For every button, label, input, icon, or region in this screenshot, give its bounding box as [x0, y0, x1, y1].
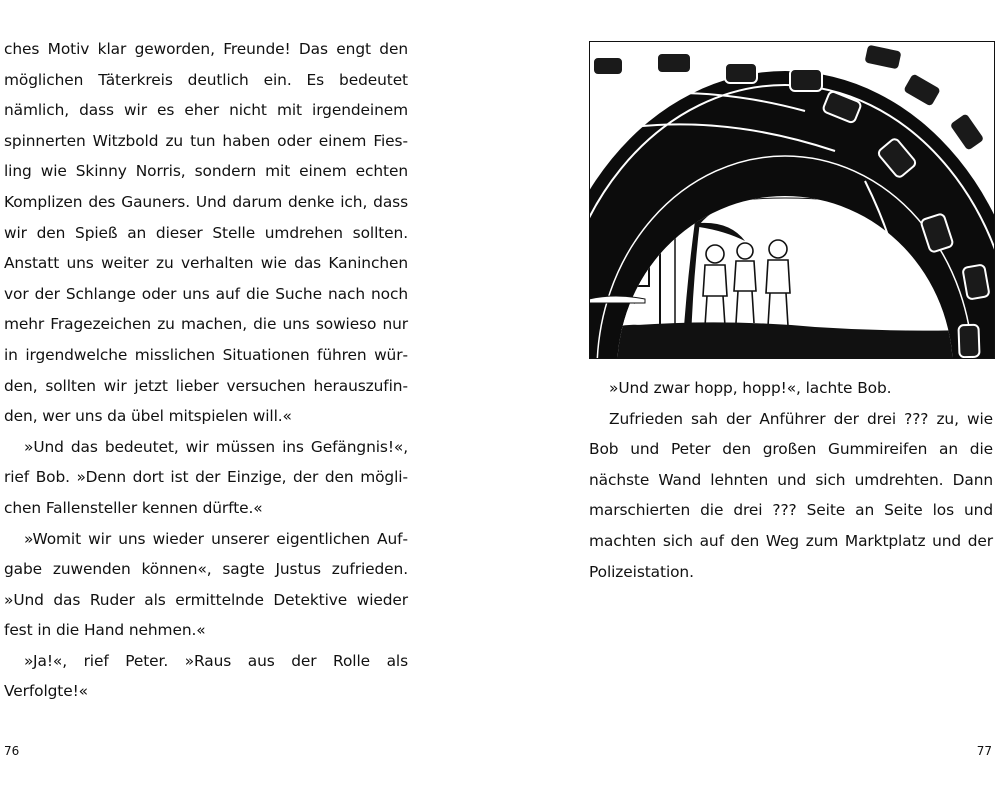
left-page-text [4, 34, 408, 707]
page-number-left: 76 [4, 744, 20, 758]
page-number-right: 77 [976, 744, 992, 758]
paragraph: »Und das bedeutet, wir müssen ins Gefängnis!«, rief Bob. »Denn dort ist der Einzige, der den möglichen Fallensteller kennen dürfte.« [4, 437, 408, 517]
paragraph: Zufrieden sah der Anführer der drei ??? zu, wie Bob und Peter den großen Gummireifen an die nächste Wand lehnten und sich umdrehten. Dann marschierten die drei ??? Seite an Seite los und machten sich auf den Weg zum Marktplatz und der Polizeistation. [589, 409, 993, 581]
paragraph: »Ja!«, rief Peter. »Raus aus der Rolle als Verfolgte!« [4, 651, 408, 701]
right-page-text [589, 373, 993, 587]
tire-illustration [575, 41, 995, 361]
tire-scene [575, 41, 995, 361]
paragraph: »Und zwar hopp, hopp!«, lachte Bob. [609, 379, 892, 397]
paragraph: ches Motiv klar geworden, Freunde! Das engt den möglichen Täterkreis deutlich ein. Es bedeutet nämlich, dass wir es eher nicht mit irgendeinem spinnerten Witzbold zu tun haben oder einem Fiesling wie Skinny Norris, sondern mit einem echten Komplizen des Gauners. Und darum denke ich, dass wir den Spieß an dieser Stelle umdrehen sollten. Anstatt uns weiter zu verhalten wie das Kaninchen vor der Schlange oder uns auf die Suche nach noch mehr Fragezeichen zu machen, die uns sowieso nur in irgendwelche misslichen Situationen führen würden, sollten wir jetzt lieber versuchen herauszufinden, wer uns da übel mitspielen will.« [4, 40, 408, 426]
paragraph: »Womit wir uns wieder unserer eigentlichen Aufgabe zuwenden können«, sagte Justus zufrieden. »Und das Ruder als ermittelnde Detektive wieder fest in die Hand nehmen.« [4, 529, 408, 640]
